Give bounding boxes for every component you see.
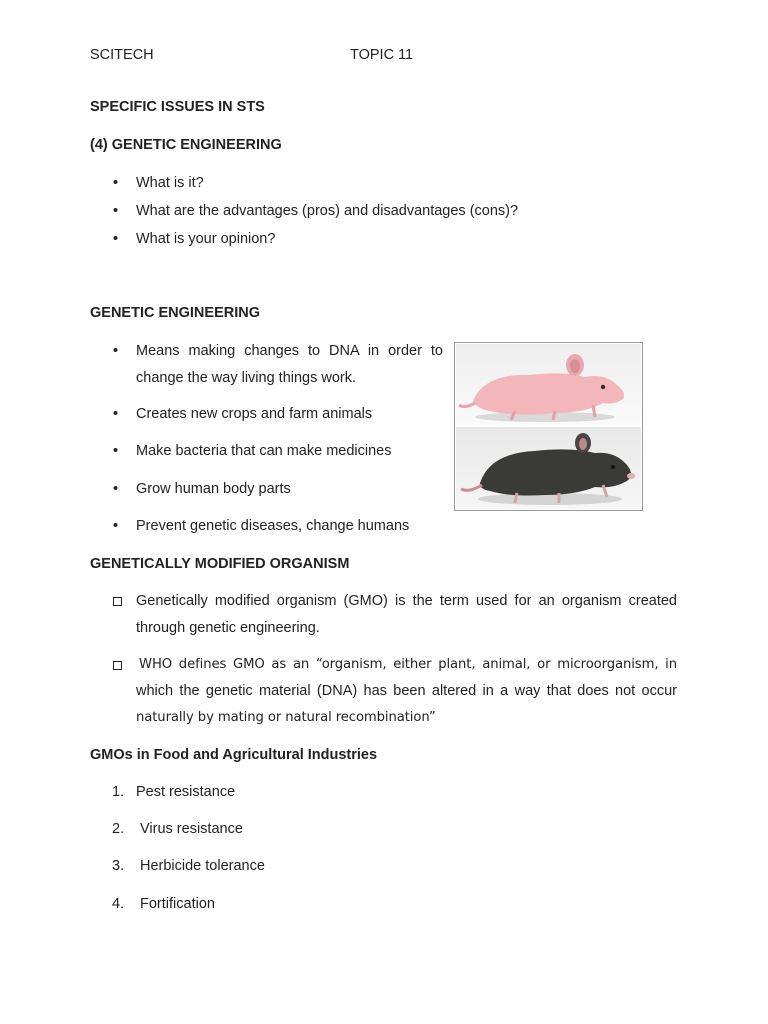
dark-mouse-panel bbox=[456, 427, 641, 509]
bullet: • bbox=[113, 203, 119, 219]
list-item: What is it? bbox=[136, 175, 204, 191]
mice-illustration bbox=[455, 343, 642, 510]
bullet: • bbox=[113, 343, 119, 359]
gmo-paragraph-1-cont: through genetic engineering. bbox=[136, 620, 320, 636]
list-item: Pest resistance bbox=[136, 784, 236, 800]
list-item: What is your opinion? bbox=[136, 231, 276, 247]
gmo-paragraph-2-cont: which the genetic material (DNA) has been altered in a way that does not occur bbox=[136, 683, 677, 699]
mice-photo bbox=[454, 342, 643, 511]
bullet: • bbox=[113, 175, 119, 191]
checkbox-square-icon bbox=[113, 661, 122, 670]
checkbox-square-icon bbox=[113, 597, 122, 606]
gmo-title: GENETICALLY MODIFIED ORGANISM bbox=[90, 556, 350, 572]
list-item-continued: change the way living things work. bbox=[136, 370, 357, 386]
gmo-paragraph-2: WHO defines GMO as an “organism, either plant, animal, or microorganism, in bbox=[139, 657, 677, 672]
bullet: • bbox=[113, 443, 119, 459]
bullet: • bbox=[113, 481, 119, 497]
list-item: Virus resistance bbox=[140, 821, 243, 837]
food-title: GMOs in Food and Agricultural Industries bbox=[90, 747, 378, 763]
list-item: Prevent genetic diseases, change humans bbox=[136, 518, 410, 534]
bullet: • bbox=[113, 406, 119, 422]
list-item: Herbicide tolerance bbox=[140, 858, 265, 874]
list-number: 3. bbox=[112, 858, 125, 874]
bullet: • bbox=[113, 518, 119, 534]
list-item: Make bacteria that can make medicines bbox=[136, 443, 392, 459]
header-course: SCITECH bbox=[90, 47, 154, 63]
header-topic: TOPIC 11 bbox=[350, 47, 414, 63]
list-number: 1. bbox=[112, 784, 125, 800]
section-title: SPECIFIC ISSUES IN STS bbox=[90, 99, 265, 115]
list-item: Creates new crops and farm animals bbox=[136, 406, 373, 422]
list-number: 2. bbox=[112, 821, 125, 837]
list-item: Fortification bbox=[140, 896, 215, 912]
list-item: Grow human body parts bbox=[136, 481, 291, 497]
gmo-paragraph-1: Genetically modified organism (GMO) is the term used for an organism created bbox=[136, 593, 677, 609]
list-item: Means making changes to DNA in order to bbox=[136, 343, 443, 359]
list-number: 4. bbox=[112, 896, 125, 912]
bullet: • bbox=[113, 231, 119, 247]
gmo-paragraph-2-end: naturally by mating or natural recombination” bbox=[136, 710, 436, 725]
ge-title: GENETIC ENGINEERING bbox=[90, 305, 260, 321]
pink-mouse-panel bbox=[456, 344, 641, 424]
subsection-title: (4) GENETIC ENGINEERING bbox=[90, 137, 282, 153]
list-item: What are the advantages (pros) and disadvantages (cons)? bbox=[136, 203, 519, 219]
